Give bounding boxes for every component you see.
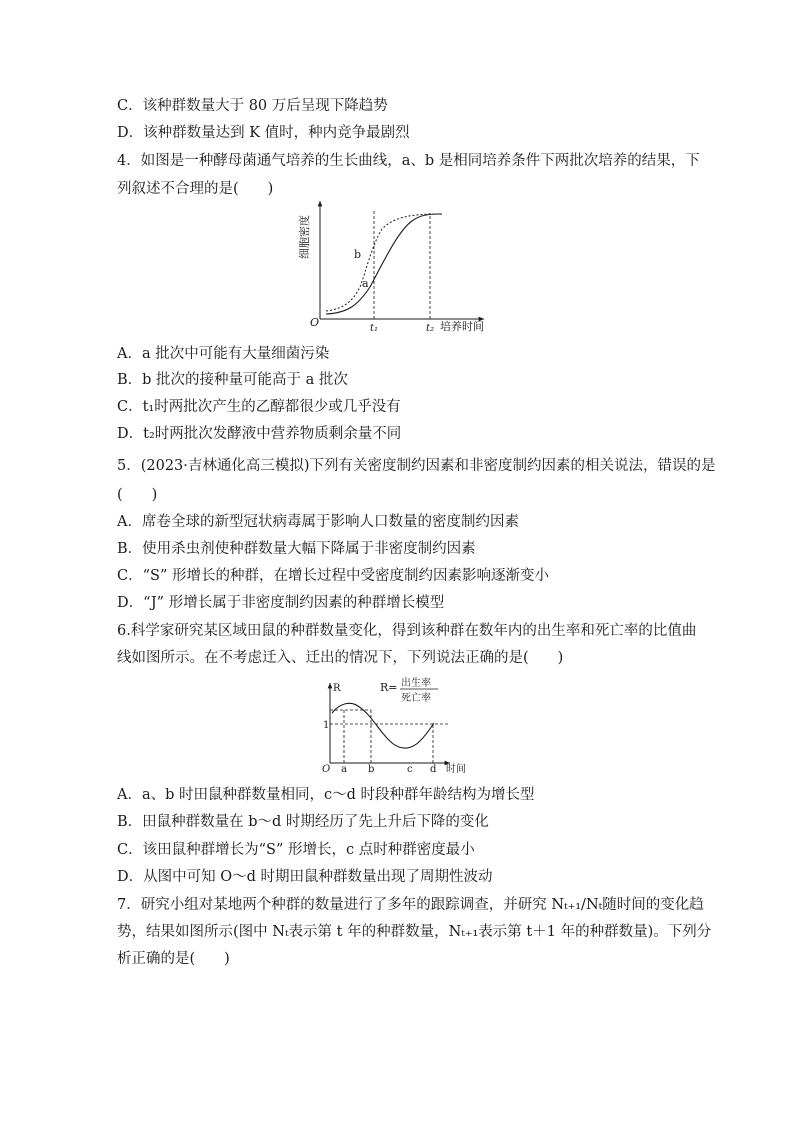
q5-option-b: B．使用杀虫剂使种群数量大幅下降属于非密度制约因素 [117,541,476,557]
t2-label: t₂ [426,323,435,334]
q5-option-c: C．“S” 形增长的种群，在增长过程中受密度制约因素影响逐渐变小 [117,568,549,584]
y-axis-label: R [333,683,341,694]
q5-option-a: A．席卷全球的新型冠状病毒属于影响人口数量的密度制约因素 [117,514,519,530]
q6-option-d: D．从图中可知 O～d 时期田鼠种群数量出现了周期性波动 [117,869,493,885]
q4-stem-line2: 列叙述不合理的是( ) [117,181,274,197]
q4-option-d: D．t₂时两批次发酵液中营养物质剩余量不同 [117,426,402,442]
formula-lhs: R= [380,681,398,694]
q5-stem-line1: 5．(2023·吉林通化高三模拟)下列有关密度制约因素和非密度制约因素的相关说法，错误的是 [117,458,716,474]
q6-option-b: B．田鼠种群数量在 b～d 时期经历了先上升后下降的变化 [117,814,489,830]
q4-option-a: A．a 批次中可能有大量细菌污染 [117,346,330,362]
tick-a: a [341,764,347,775]
q6-option-a: A．a、b 时田鼠种群数量相同，c～d 时段种群年龄结构为增长型 [117,787,535,803]
q3-option-d: D．该种群数量达到 K 值时，种内竞争最剧烈 [117,125,410,141]
q7-stem-line1: 7．研究小组对某地两个种群的数量进行了多年的跟踪调查，并研究 Nₜ₊₁/Nₜ随时间的变化趋 [117,897,704,913]
origin-label: O [310,316,320,329]
curve-b-label: b [354,248,362,261]
formula-numerator: 出生率 [401,678,431,689]
figure-growth-curve [290,195,500,337]
q3-option-c: C．该种群数量大于 80 万后呈现下降趋势 [117,98,388,114]
q7-stem-line2: 势，结果如图所示(图中 Nₜ表示第 t 年的种群数量，Nₜ₊₁表示第 t＋1 年的种群数量)。下列分 [117,924,712,940]
x-axis-label: 培养时间 [440,320,484,333]
t1-label: t₁ [370,323,379,334]
q5-stem-line2: ( ) [117,487,158,503]
origin-label: O [322,764,331,775]
curve-a-label: a [362,277,369,290]
q6-stem-line2: 线如图所示。在不考虑迁入、迁出的情况下，下列说法正确的是( ) [117,650,564,666]
q4-stem-line1: 4．如图是一种酵母菌通气培养的生长曲线，a、b 是相同培养条件下两批次培养的结果，下 [117,153,700,169]
formula-denominator: 死亡率 [401,693,431,704]
q4-option-c: C．t₁时两批次产生的乙醇都很少或几乎没有 [117,399,401,415]
tick-c: c [407,764,413,775]
tick-d: d [430,764,437,775]
one-label: 1 [323,720,330,731]
q6-stem-line1: 6.科学家研究某区域田鼠的种群数量变化，得到该种群在数年内的出生率和死亡率的比值曲 [117,623,697,639]
curve-a [326,214,440,314]
x-axis-label: 时间 [446,764,466,775]
y-axis-label: 细胞密度 [298,215,311,259]
q4-option-b: B．b 批次的接种量可能高于 a 批次 [117,372,348,388]
q7-stem-line3: 析正确的是( ) [117,951,230,967]
q6-option-c: C．该田鼠种群增长为“S” 形增长，c 点时种群密度最小 [117,842,475,858]
tick-b: b [368,764,375,775]
q5-option-d: D．“J” 形增长属于非密度制约因素的种群增长模型 [117,595,445,611]
figure-ratio-curve [300,673,480,781]
